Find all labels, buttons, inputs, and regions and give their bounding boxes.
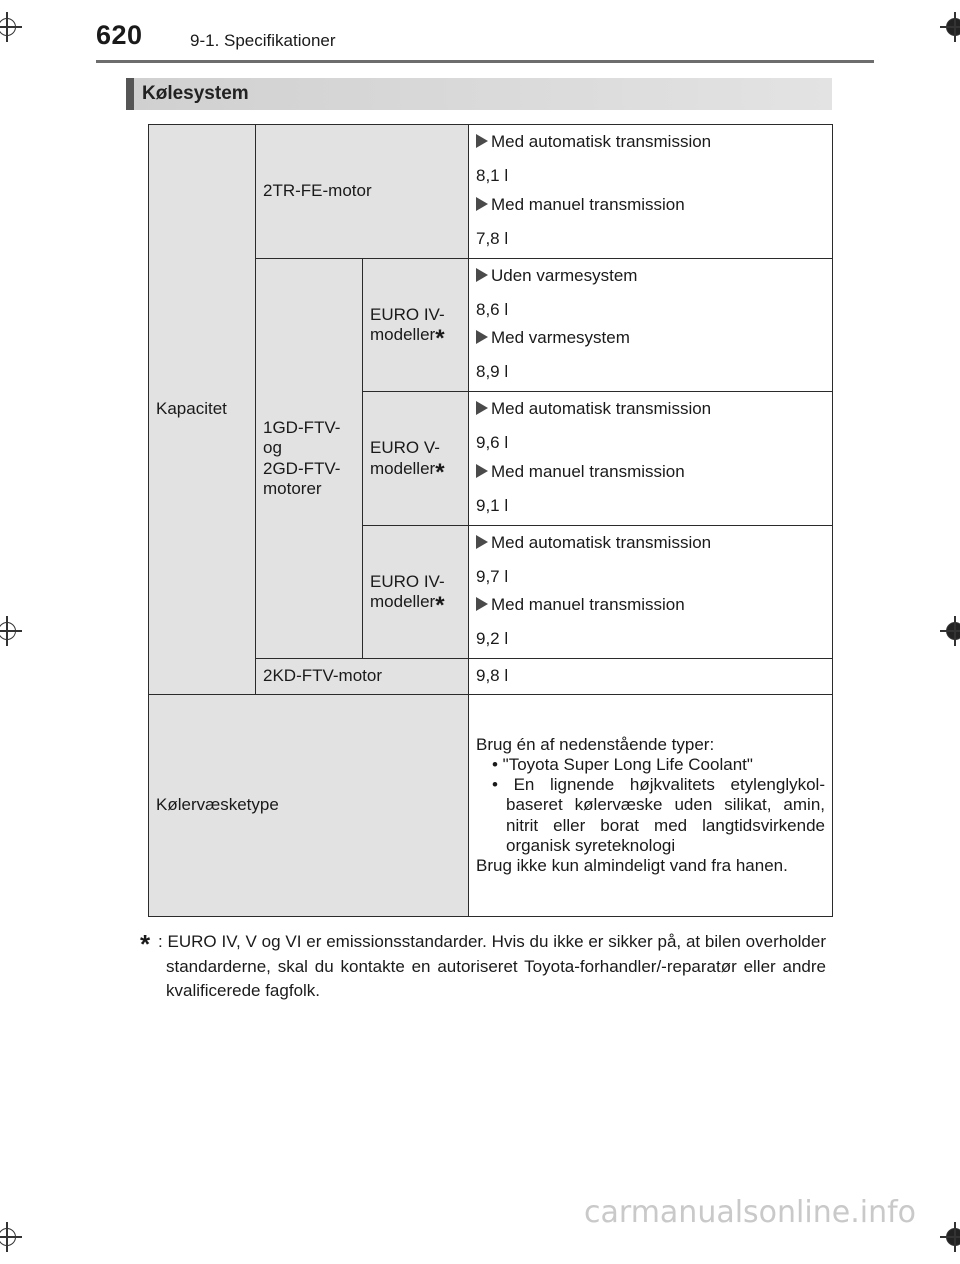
section-title: Kølesystem (142, 83, 249, 104)
capacity-label: Kapacitet (156, 399, 227, 419)
engine-2tr-cell (256, 125, 469, 259)
coolant-type-label: Kølervæsketype (156, 795, 279, 815)
coolant-bullet-2: • En lignende højkvalitets etylenglykol-baseret kølervæske uden silikat, amin, nitrit eller borat med langtidsvirkende organisk syreteknologi (492, 775, 825, 855)
triangle-bullet-icon (476, 597, 488, 611)
euro-iv-a-cell (363, 259, 469, 392)
header-rule (96, 60, 874, 63)
condition-text: Med manuel transmission (491, 461, 685, 481)
registration-mark-top-right (940, 12, 960, 42)
capacity-label-cell (149, 125, 256, 695)
capacity-value: 9,8 l (476, 666, 509, 686)
section-heading-bar (126, 78, 832, 110)
watermark: carmanualsonline.info (584, 1195, 916, 1230)
condition-text: Med varmesystem (491, 328, 630, 347)
condition-text: Med automatisk transmission (491, 532, 712, 552)
triangle-bullet-icon (476, 134, 488, 148)
condition-line (476, 132, 825, 152)
condition-text: Uden varmesystem (491, 265, 638, 285)
footnote-asterisk: * (435, 458, 445, 486)
page-number: 620 (96, 20, 143, 50)
triangle-bullet-icon (476, 401, 488, 415)
capacity-value: 8,1 l (476, 166, 509, 186)
capacity-value: 9,2 l (476, 629, 509, 649)
capacity-value: 9,6 l (476, 433, 509, 453)
condition-text: Med manuel transmission (491, 595, 685, 614)
euro-iv-b-cell (363, 526, 469, 659)
value-2tr-cell (469, 125, 833, 259)
registration-mark-bottom-left (0, 1222, 22, 1252)
coolant-outro: Brug ikke kun almindeligt vand fra hanen. (476, 855, 788, 875)
value-euro-v-cell (469, 392, 833, 526)
condition-line (476, 195, 825, 215)
engine-2kd-cell (256, 659, 469, 695)
value-euro-iv-b-cell (469, 526, 833, 659)
registration-mark-mid-left (0, 616, 22, 646)
registration-mark-top-left (0, 12, 22, 42)
footnote-marker: * (140, 929, 151, 959)
capacity-value: 8,6 l (476, 299, 509, 319)
capacity-value: 9,1 l (476, 495, 509, 515)
triangle-bullet-icon (476, 535, 488, 549)
cooling-spec-table (148, 124, 833, 917)
footnote (140, 930, 826, 1004)
engine-1gd-label: 1GD-FTV- og 2GD-FTV- motorer (263, 418, 341, 498)
condition-text: Med automatisk transmission (491, 399, 712, 419)
condition-line (476, 462, 825, 482)
registration-mark-bottom-right (940, 1222, 960, 1252)
footnote-asterisk: * (435, 325, 445, 352)
triangle-bullet-icon (476, 268, 488, 282)
euro-iv-b-label: EURO IV- modeller (370, 571, 445, 611)
condition-line (476, 328, 825, 348)
condition-text: Med automatisk transmission (491, 132, 712, 152)
value-2kd-cell (469, 659, 833, 695)
triangle-bullet-icon (476, 464, 488, 478)
capacity-value: 7,8 l (476, 228, 509, 248)
footnote-text: : EURO IV, V og VI er emissionsstandarder. Hvis du ikke er sikker på, at bilen overholder standarderne, skal du kontakte en autoriseret Toyota-forhandler/-reparatør eller andre kvalificerede fagfolk. (158, 932, 826, 1001)
coolant-bullet-1: • "Toyota Super Long Life Coolant" (492, 755, 753, 775)
value-euro-iv-a-cell (469, 259, 833, 392)
engine-2kd-label: 2KD-FTV-motor (263, 666, 383, 686)
chapter-title: 9-1. Specifikationer (190, 31, 336, 50)
condition-line (476, 266, 825, 286)
condition-line (476, 399, 825, 419)
euro-iv-a-label: EURO IV- modeller (370, 304, 445, 344)
capacity-value: 9,7 l (476, 566, 509, 586)
condition-text: Med manuel transmission (491, 194, 685, 214)
coolant-type-label-cell (149, 695, 469, 917)
triangle-bullet-icon (476, 330, 488, 344)
triangle-bullet-icon (476, 197, 488, 211)
engine-1gd-cell (256, 259, 363, 659)
section-marker (126, 78, 134, 110)
euro-v-cell (363, 392, 469, 526)
condition-line (476, 533, 825, 553)
footnote-asterisk: * (435, 592, 445, 619)
condition-line (476, 595, 825, 615)
engine-2tr-label: 2TR-FE-motor (263, 181, 372, 201)
coolant-intro: Brug én af nedenstående typer: (476, 735, 715, 755)
euro-v-label: EURO V- modeller (370, 438, 440, 478)
capacity-value: 8,9 l (476, 362, 509, 382)
coolant-type-value-cell (469, 695, 833, 917)
registration-mark-mid-right (940, 616, 960, 646)
